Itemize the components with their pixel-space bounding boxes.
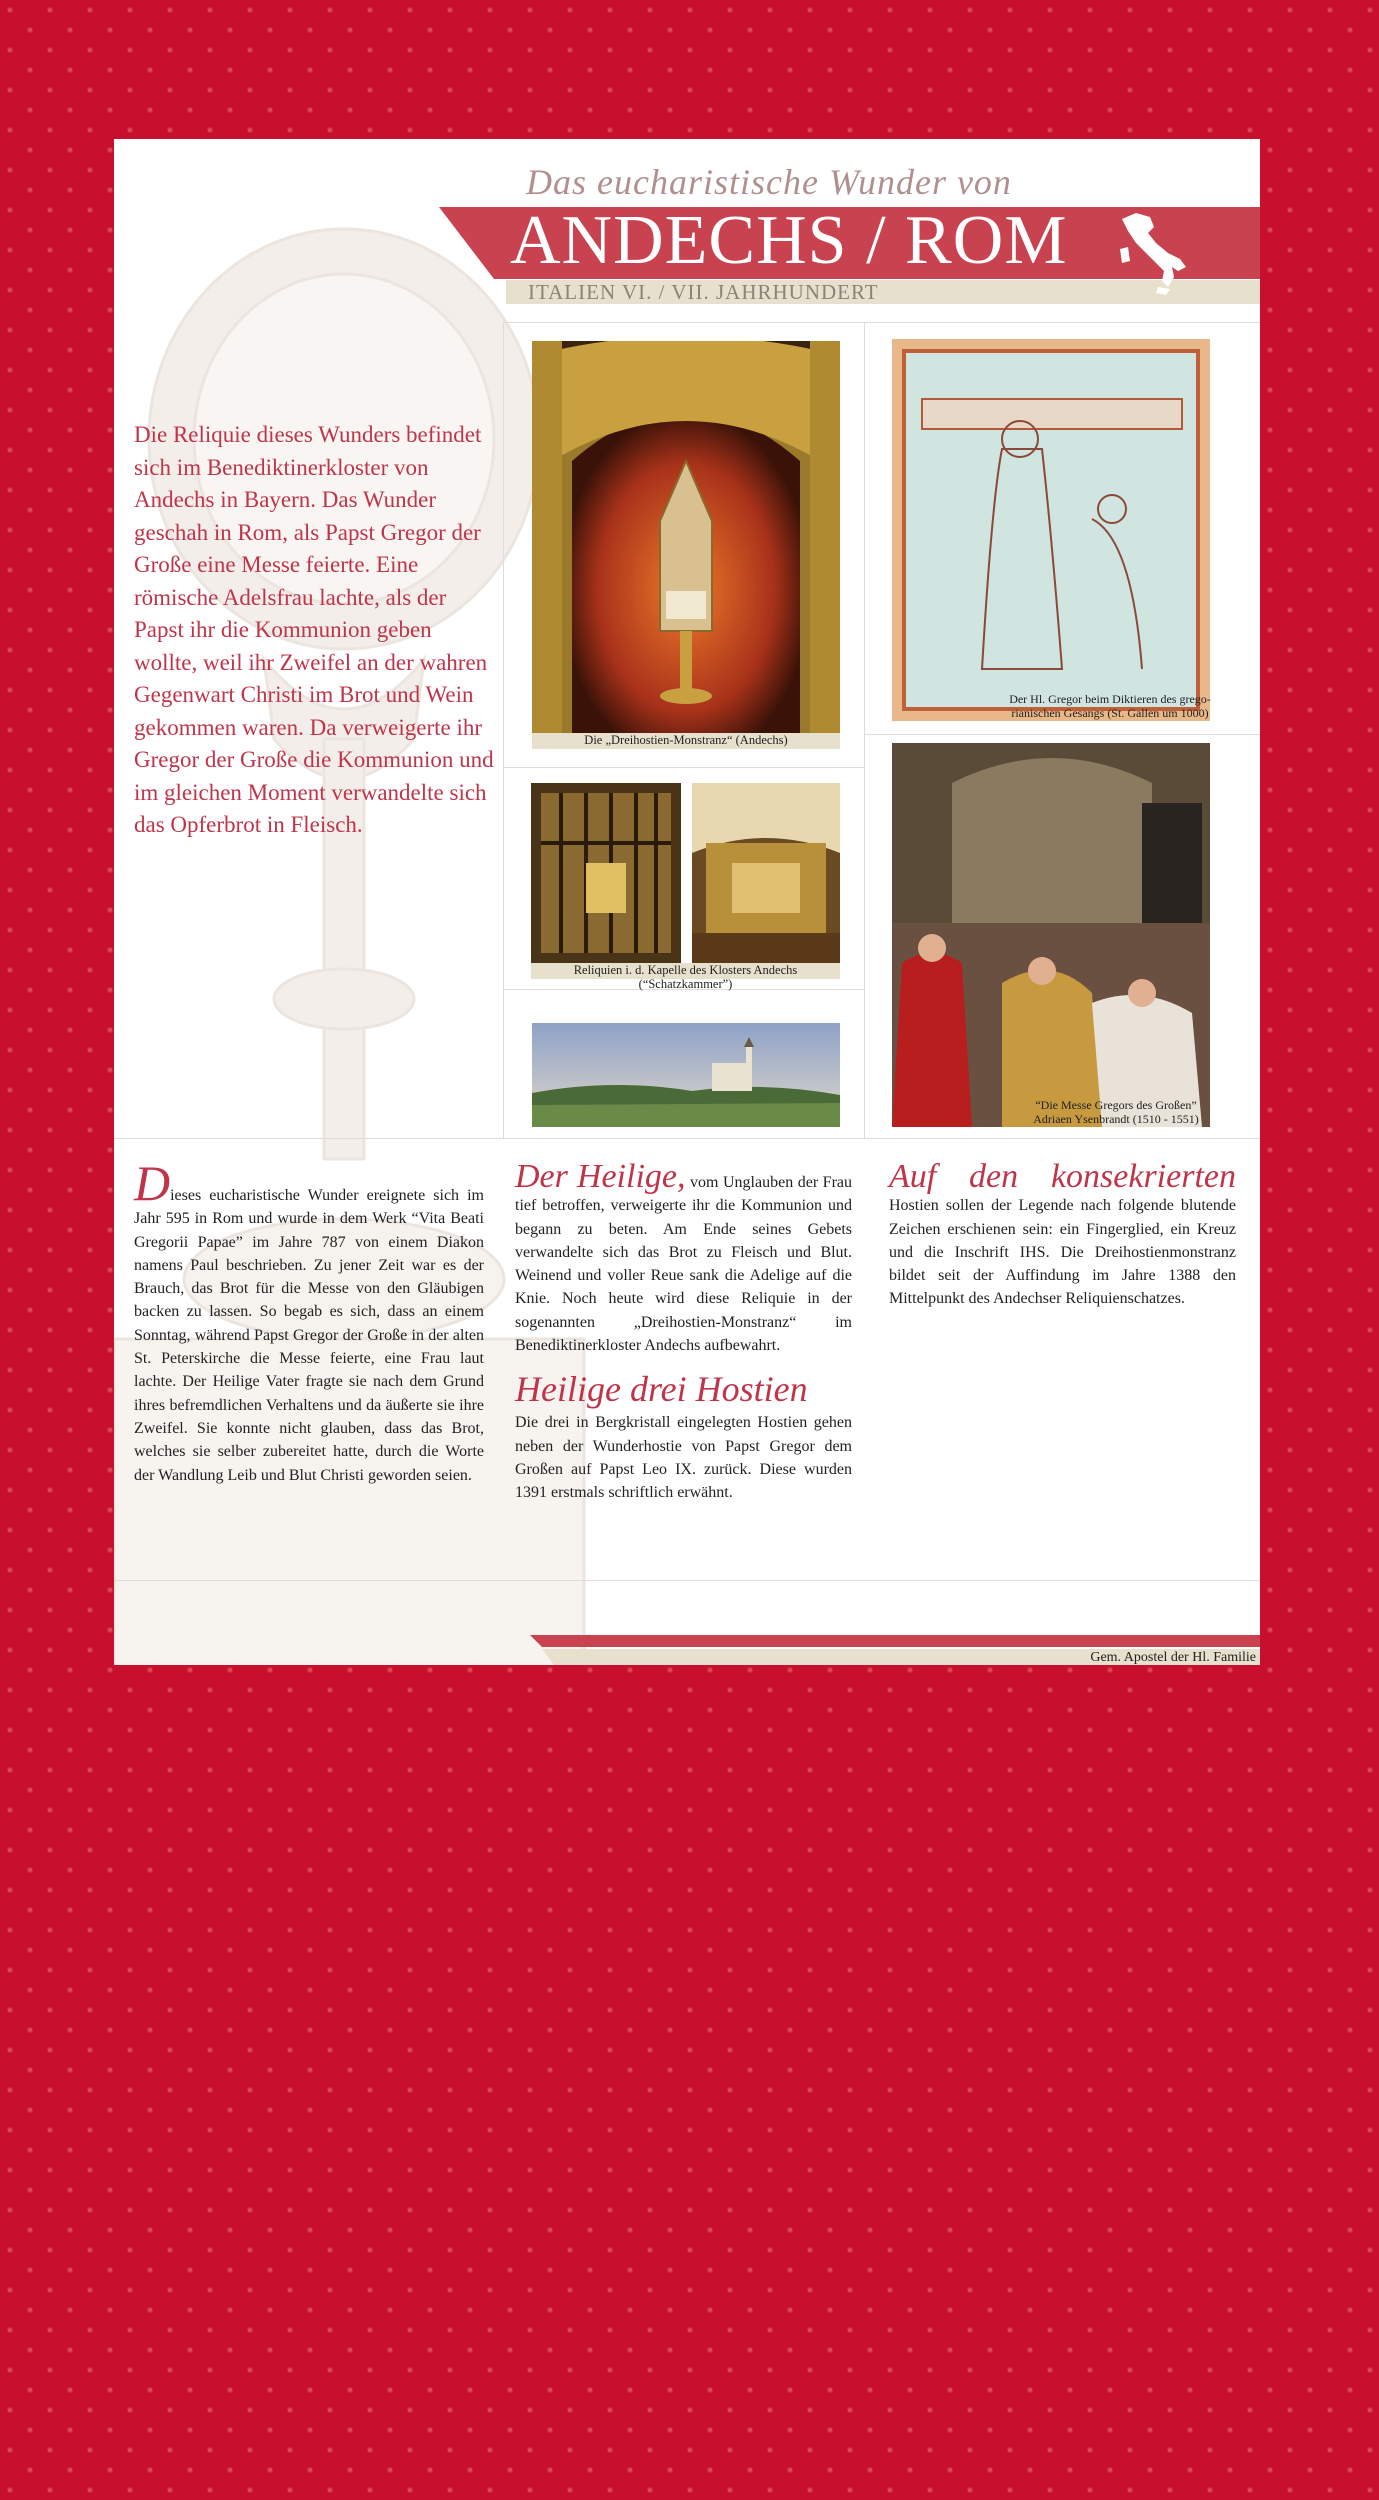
mass-caption: [1014, 1099, 1218, 1126]
chapel-image-left: [531, 783, 681, 963]
column-2-headword: Der Heilige,: [515, 1158, 686, 1195]
text-column-2: [515, 1158, 853, 1505]
column-2-text-2: Die drei in Bergkristall eingelegten Hostien gehen neben der Wunderhostie von Papst Gregor dem Großen auf Papst Leo IX. zurück. Diese wurden 1391 erstmals schriftlich erwähnt.: [515, 1414, 852, 1502]
gregor-caption-line: rianischen Gesangs (St. Gallen um 1000): [1011, 705, 1209, 720]
column-3-text: Hostien sollen der Legende nach folgende blutende Zeichen erschienen sein: ein Fingerglied, ein Kreuz und die Inschrift IHS. Die Dreihostienmonstranz bildet seit der Auffindung im Jahre 1388 den Mittelpunkt des Andechser Reliquienschatzes.: [889, 1197, 1236, 1308]
grid-divider: [864, 322, 865, 1138]
footer-band: [114, 1619, 1260, 1665]
header-subtitle: ITALIEN VI. / VII. JAHRHUNDERT: [528, 280, 879, 304]
column-1-text: ieses eucharistische Wunder ereignete sich im Jahr 595 in Rom und wurde in dem Werk “Vita Beati Gregorii Papae” im Jahre 787 von einem Diakon namens Paul beschrieben. Zu jener Zeit war es der Brauch, das Brot für die Messe von den Gläubigen backen zu lassen. So begab es sich, dass an einem Sonntag, während Papst Gregor der Große in der alten St. Peterskirche die Messe feierte, eine Frau laut lachte. Der Heilige Vater fragte sie nach dem Grund ihres befremdlichen Verhaltens und da äußerte sie ihre Zweifel. Sie konnte nicht glauben, dass das Brot, welches sie selber zubereitet hatte, durch die Worte der Wandlung Leib und Blut Christi geworden seien.: [134, 1187, 484, 1484]
grid-divider: [503, 322, 1260, 323]
document-page: [114, 139, 1260, 1665]
mass-caption-line: Adriaen Ysenbrandt (1510 - 1551): [1033, 1111, 1199, 1126]
mass-of-gregor-painting: [892, 743, 1210, 1127]
chapel-caption: Reliquien i. d. Kapelle des Klosters Andechs (“Schatzkammer”): [531, 963, 840, 979]
grid-divider: [864, 734, 1260, 735]
page-title: ANDECHS / ROM: [510, 202, 1068, 279]
monstrance-caption: Die „Dreihostien-Monstranz“ (Andechs): [532, 733, 840, 749]
footer-text: Gem. Apostel der Hl. Familie: [1090, 1650, 1256, 1665]
andechs-landscape-image: [532, 1023, 840, 1127]
text-column-3: [889, 1158, 1236, 1311]
column-3-headword: Auf den konsekrierten: [889, 1158, 1236, 1195]
gregor-caption-line: Der Hl. Gregor beim Diktieren des grego-: [1009, 692, 1211, 706]
header-supertitle: Das eucharistische Wunder von: [526, 162, 1012, 202]
chapel-image-right: [692, 783, 840, 963]
column-2-subheading: Heilige drei Hostien: [515, 1369, 808, 1410]
gregor-caption: [1004, 693, 1216, 720]
intro-text: Die Reliquie dieses Wunders befindet sich im Benediktinerkloster von Andechs in Bayern. Das Wunder geschah in Rom, als Papst Gregor der Große eine Messe feierte. Eine römische Adelsfrau lachte, als der Papst ihr die Kommunion geben wollte, weil ihr Zweifel an der wahren Gegenwart Christi im Brot und Wein gekommen waren. Da verweigerte ihr Gregor der Große die Kommunion und im gleichen Moment verwandelte sich das Opferbrot in Fleisch.: [134, 422, 494, 837]
column-2-text: vom Unglauben der Frau tief betroffen, verweigerte ihr die Kommunion und begann zu beten. Am Ende seines Gebets verwandelte sich das Brot zu Fleisch und Blut. Weinend und voller Reue sank die Adelige auf die Knie. Noch heute wird diese Reliquie in der sogenannten „Dreihostien-Monstranz“ im Benediktinerkloster Andechs aufbewahrt.: [515, 1174, 853, 1355]
grid-divider: [114, 1138, 1260, 1139]
grid-divider: [114, 1580, 1260, 1581]
grid-divider: [503, 767, 864, 768]
mass-caption-line: “Die Messe Gregors des Großen”: [1035, 1098, 1197, 1112]
monstrance-image: [532, 341, 840, 733]
drop-cap: D: [134, 1155, 171, 1211]
italy-map-icon: [1114, 209, 1194, 297]
text-column-1: [134, 1155, 484, 1487]
gregor-manuscript-image: [892, 339, 1210, 721]
grid-divider: [503, 322, 504, 1138]
